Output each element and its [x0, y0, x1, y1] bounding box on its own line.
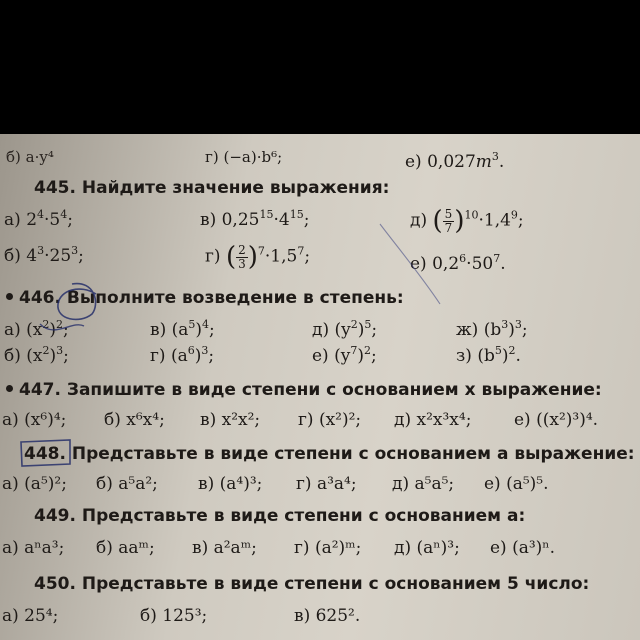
ex448-d: д) a⁵a⁵; — [392, 474, 455, 494]
expression-part: ; — [371, 320, 378, 340]
ex447-heading — [6, 380, 602, 400]
partial-item-e-exp: 3 — [491, 150, 499, 163]
denominator: 3 — [238, 256, 246, 271]
ex446-item — [150, 320, 215, 340]
ex445-item-e — [410, 254, 506, 274]
ex445-v-b1: 0,25 — [221, 210, 260, 230]
ex446-item — [4, 320, 69, 340]
ex446-item — [456, 320, 528, 340]
ex445-v-e1: 15 — [259, 208, 274, 221]
left-paren: ( — [432, 206, 443, 236]
exponent: 6 — [187, 344, 195, 357]
expression-part: г) — [150, 346, 171, 366]
ex445-b-b1: 4 — [26, 246, 38, 266]
partial-line — [6, 148, 54, 166]
expression-part: (b — [483, 320, 502, 340]
expression-part: ; — [208, 346, 215, 366]
ex445-e-e2: 7 — [493, 252, 501, 265]
ex445-v-end: ; — [303, 210, 310, 230]
expression-part: б) — [4, 346, 27, 366]
expression-part: з) — [456, 346, 478, 366]
ex449-d: д) (aⁿ)³; — [394, 538, 460, 558]
exponent: 3 — [56, 344, 64, 357]
fraction — [443, 208, 455, 235]
partial-item-e — [405, 152, 504, 172]
exponent: 7 — [350, 344, 358, 357]
left-paren: ( — [225, 242, 237, 272]
expression-part: в) — [150, 320, 172, 340]
ex447-d: д) x²x³x⁴; — [394, 410, 472, 430]
ex445-item-g — [205, 242, 310, 272]
numerator: 5 — [444, 206, 453, 221]
ex445-item-v — [200, 210, 309, 230]
ex446-item — [456, 346, 521, 366]
ex449-b: б) aaᵐ; — [96, 538, 155, 558]
expression-part: ) — [49, 320, 57, 340]
ex445-b-mid: · — [44, 246, 50, 266]
exponent: 5 — [188, 318, 196, 331]
expression-part: ; — [521, 320, 528, 340]
ex445-a-mid: · — [44, 210, 50, 230]
ex447-title: Запишите в виде степени с основанием x выражение: — [66, 380, 602, 400]
partial-item-e-label: е) 0,027 — [405, 152, 476, 172]
partial-item-e-var: m — [475, 152, 492, 172]
ex445-v-b2: 4 — [278, 210, 290, 230]
ex445-item-a — [4, 210, 73, 230]
exponent: 2 — [364, 344, 371, 357]
exponent: 2 — [56, 318, 64, 331]
ex445-d-end: ; — [517, 210, 524, 231]
ex445-item-b — [4, 246, 84, 266]
fraction — [236, 244, 248, 271]
ex448-g: г) a³a⁴; — [296, 474, 357, 494]
ex445-b-end: ; — [78, 246, 84, 266]
expression-part: ) — [195, 320, 203, 340]
ex448-a: а) (a⁵)²; — [2, 474, 67, 494]
ex445-d-e2: 9 — [510, 208, 518, 222]
ex445-a-end: ; — [67, 210, 73, 230]
ex445-g-e1: 7 — [257, 244, 265, 258]
ex448-heading — [24, 444, 635, 464]
expression-part: д) — [312, 320, 335, 340]
ex450-title: Представьте в виде степени с основанием 5 число: — [81, 574, 590, 594]
partial-item-b: б) a·y⁴ — [6, 148, 54, 166]
ex446-item — [4, 346, 69, 366]
ex445-b-e2: 3 — [71, 244, 79, 257]
partial-item-e-end: . — [498, 152, 505, 172]
exponent: 2 — [508, 344, 516, 357]
ex450-a: а) 25⁴; — [2, 606, 59, 626]
expression-part: (a — [170, 346, 188, 366]
ex449-a: а) aⁿa³; — [2, 538, 65, 558]
expression-part: (y — [334, 346, 351, 366]
expression-part: ж) — [456, 320, 484, 340]
exponent: 3 — [501, 318, 509, 331]
ex449-number: 449. — [34, 506, 76, 526]
expression-part: (x — [26, 346, 43, 366]
expression-part: (y — [334, 320, 351, 340]
ex450-number: 450. — [34, 574, 76, 594]
bullet-icon — [6, 293, 13, 300]
expression-part: (b — [477, 346, 495, 366]
expression-part: (a — [171, 320, 189, 340]
ex449-v: в) a²aᵐ; — [192, 538, 257, 558]
ex447-b: б) x⁶x⁴; — [104, 410, 165, 430]
exponent: 4 — [202, 318, 210, 331]
expression-part: ; — [63, 320, 69, 340]
right-paren: ) — [247, 242, 258, 272]
numerator: 2 — [238, 242, 246, 257]
ex449-heading — [34, 506, 525, 526]
ex445-g-label: г) — [205, 246, 221, 267]
ex445-a-b2: 5 — [49, 210, 61, 230]
ex445-b-b2: 25 — [49, 246, 72, 266]
ex450-heading — [34, 574, 589, 594]
ex450-b: б) 125³; — [140, 606, 208, 626]
expression-part: е) — [312, 346, 335, 366]
exponent: 5 — [364, 318, 372, 331]
ex446-item — [312, 320, 377, 340]
expression-part: ) — [357, 320, 365, 340]
ex445-b-e1: 3 — [37, 244, 45, 257]
expression-part: ) — [357, 346, 364, 366]
exponent: 2 — [42, 344, 50, 357]
expression-part: ) — [508, 320, 515, 340]
denominator: 7 — [444, 220, 453, 235]
ex445-e-b2: 50 — [471, 254, 494, 274]
ex446-item — [312, 346, 377, 366]
ex447-number: 447. — [19, 380, 61, 400]
ex448-number: 448. — [24, 444, 66, 464]
ex445-a-label: а) — [4, 210, 21, 230]
ex445-b-label: б) — [4, 246, 21, 266]
textbook-page — [0, 134, 640, 640]
ex445-item-d — [410, 206, 524, 236]
ex445-e-label: е) — [410, 254, 427, 274]
ex446-title: Выполните возведение в степень: — [66, 288, 404, 308]
ex445-e-b1: 0,2 — [432, 254, 460, 274]
ex445-d-e1: 10 — [464, 208, 479, 222]
bullet-icon — [6, 385, 13, 392]
ex447-a: а) (x⁶)⁴; — [2, 410, 67, 430]
ex446-number: 446. — [19, 288, 61, 308]
partial-item-g-text: г) (−a)·b⁶; — [205, 148, 283, 166]
ex449-title: Представьте в виде степени с основанием a: — [81, 506, 526, 526]
expression-part: ; — [63, 346, 69, 366]
ex450-v: в) 625². — [294, 606, 361, 626]
exponent: 2 — [350, 318, 358, 331]
partial-item-g — [205, 148, 282, 166]
ex446-item — [150, 346, 214, 366]
ex445-v-e2: 15 — [289, 208, 304, 221]
ex445-title: Найдите значение выражения: — [81, 178, 390, 198]
ex448-e: е) (a⁵)⁵. — [484, 474, 549, 494]
ex447-g: г) (x²)²; — [298, 410, 362, 430]
ex445-e-end: . — [500, 254, 506, 274]
expression-part: ; — [371, 346, 377, 366]
expression-part: . — [515, 346, 521, 366]
ex448-v: в) (a⁴)³; — [198, 474, 263, 494]
exponent: 5 — [494, 344, 502, 357]
ex445-number: 445. — [34, 178, 76, 198]
exponent: 3 — [514, 318, 522, 331]
ex445-g-e2: 7 — [297, 244, 305, 258]
right-paren: ) — [454, 206, 465, 236]
expression-part: ) — [194, 346, 202, 366]
ex445-d-mid: ·1,4 — [478, 210, 511, 231]
ex449-g: г) (a²)ᵐ; — [294, 538, 362, 558]
ex448-title: Представьте в виде степени с основанием a выражение: — [71, 444, 635, 464]
ex445-v-label: в) — [200, 210, 217, 230]
ex449-e: е) (a³)ⁿ. — [490, 538, 556, 558]
ex447-e: е) ((x²)³)⁴. — [514, 410, 599, 430]
exponent: 3 — [201, 344, 209, 357]
ex448-b: б) a⁵a²; — [96, 474, 158, 494]
ex445-g-end: ; — [304, 246, 311, 267]
expression-part: ) — [501, 346, 509, 366]
ex445-d-label: д) — [410, 210, 428, 231]
ex445-heading — [34, 178, 389, 198]
ex445-v-mid: · — [273, 210, 279, 230]
ex445-a-b1: 2 — [26, 210, 38, 230]
exponent: 2 — [42, 318, 50, 331]
ex445-a-e1: 4 — [37, 208, 45, 221]
expression-part: ; — [209, 320, 215, 340]
ex445-e-e1: 6 — [459, 252, 467, 265]
expression-part: а) — [4, 320, 27, 340]
ex445-a-e2: 4 — [60, 208, 68, 221]
ex445-e-mid: · — [466, 254, 472, 274]
ex446-heading — [6, 288, 404, 308]
expression-part: ) — [49, 346, 57, 366]
ex445-g-mid: ·1,5 — [264, 246, 298, 267]
expression-part: (x — [26, 320, 43, 340]
ex447-v: в) x²x²; — [200, 410, 261, 430]
